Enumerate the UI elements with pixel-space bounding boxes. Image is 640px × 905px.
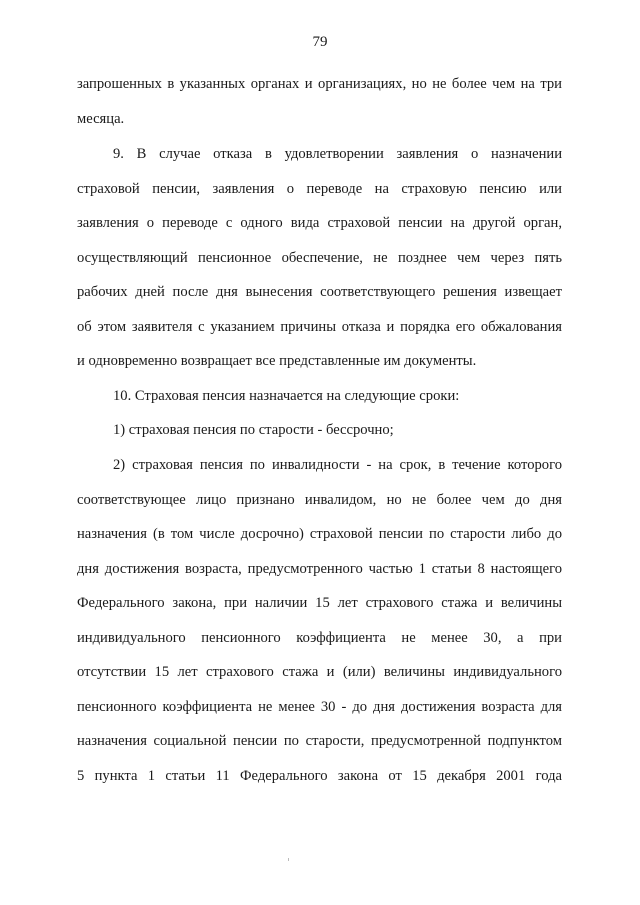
text-line: 1) страховая пенсия по старости - бессрочно; (113, 422, 394, 438)
text-line: 9. В случае отказа в удовлетворении заявления о назначении (113, 146, 562, 162)
text-line: назначения социальной пенсии по старости, предусмотренной подпунктом (77, 733, 562, 749)
text-line: рабочих дней после дня вынесения соответствующего решения извещает (77, 284, 562, 300)
text-line: заявления о переводе с одного вида страховой пенсии на другой орган, (77, 215, 562, 231)
text-line: об этом заявителя с указанием причины отказа и порядка его обжалования (77, 319, 562, 335)
scan-speck (288, 858, 289, 861)
text-line: 5 пункта 1 статьи 11 Федерального закона от 15 декабря 2001 года (77, 768, 562, 784)
text-line: запрошенных в указанных органах и организациях, но не более чем на три (77, 76, 562, 92)
text-line: дня достижения возраста, предусмотренного частью 1 статьи 8 настоящего (77, 561, 562, 577)
text-line: и одновременно возвращает все представленные им документы. (77, 353, 477, 369)
text-line: назначения (в том числе досрочно) страховой пенсии по старости либо до (77, 526, 562, 542)
text-line: Федерального закона, при наличии 15 лет страхового стажа и величины (77, 595, 562, 611)
text-line: осуществляющий пенсионное обеспечение, не позднее чем через пять (77, 250, 562, 266)
text-line: 2) страховая пенсия по инвалидности - на срок, в течение которого (113, 457, 562, 473)
text-line: месяца. (77, 111, 125, 127)
text-line: 10. Страховая пенсия назначается на следующие сроки: (113, 388, 460, 404)
text-line: соответствующее лицо признано инвалидом, но не более чем до дня (77, 492, 562, 508)
text-line: индивидуального пенсионного коэффициента не менее 30, а при (77, 630, 562, 646)
text-line: пенсионного коэффициента не менее 30 - до дня достижения возраста для (77, 699, 562, 715)
text-line: страховой пенсии, заявления о переводе на страховую пенсию или (77, 181, 562, 197)
page-number: 79 (312, 34, 328, 50)
text-line: отсутствии 15 лет страхового стажа и (или) величины индивидуального (77, 664, 562, 680)
